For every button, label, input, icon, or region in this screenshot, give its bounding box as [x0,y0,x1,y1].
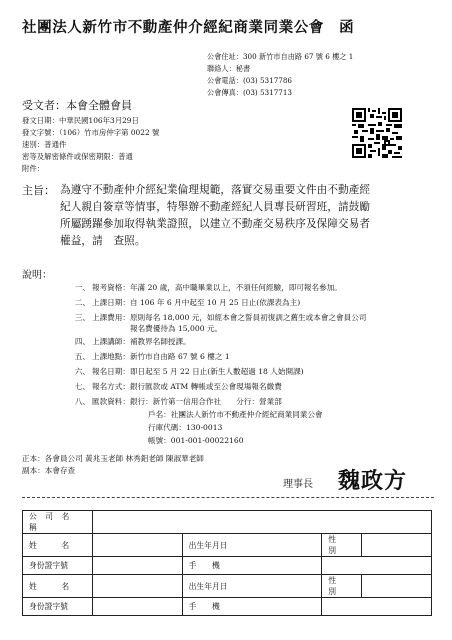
subject-line: 所屬踴躍參加取得執業證照，以建立不動產交易秩序及保障交易者 [60,218,371,230]
company-name-field[interactable] [92,511,431,534]
item-text: 上課日期：自 106 年 6 月中起至 10 月 25 日止(依課表為主) [92,298,301,307]
item-text: 匯款資料：銀行：新竹第一信用合作社 分行：營業部 [92,397,282,406]
birth-date-label: 出生年月日 [182,534,322,557]
association-address: 公會住址：300 新竹市自由路 67 號 6 樓之 1 [207,52,354,61]
item-number: 五、 [74,352,90,361]
table-row [23,511,432,534]
distribution-main: 正本：各會員公司 黃兆玉老師 林秀鋁老師 陳淑華老師 [22,454,204,463]
item-number: 六、 [74,367,90,376]
association-phone: 公會電話：(03) 5317786 [207,76,292,85]
item-text: 上課地點：新竹市自由路 67 號 6 樓之 1 [92,352,230,361]
item-text: 上課講師：補教界名師授課。 [92,337,191,346]
mobile-field[interactable] [322,598,432,616]
id-number-label: 身份證字號 [23,557,93,575]
distribution-copy: 副本：本會存查 [22,466,76,475]
company-name-label: 公 司 名 稱 [23,511,93,534]
mobile-label: 手 機 [182,598,322,616]
item-number: 一、 [74,283,90,292]
item-text: 報考資格：年滿 20 歲，高中職畢業以上，不須任何經驗，即可報名參加。 [92,283,342,292]
item-number: 八、 [74,397,90,406]
table-row [23,575,432,598]
name-field[interactable] [92,575,182,598]
item-number: 三、 [74,313,90,322]
mobile-field[interactable] [322,557,432,575]
name-label: 姓 名 [23,575,93,598]
id-number-field[interactable] [92,598,182,616]
association-fax: 公會傳真：(03) 5317713 [207,88,292,97]
subject-line: 權益，請 查照。 [60,235,146,247]
speed-class: 速別：普通件 [22,140,67,149]
item-text: 報名日期：即日起至 5 月 22 日止(新生人數超過 18 人始開課) [92,367,304,376]
gender-label: 性 別 [322,575,362,598]
contact-person: 聯絡人：秘書 [207,64,251,73]
gender-field[interactable] [362,575,432,598]
name-field[interactable] [92,534,182,557]
subject-label: 主旨： [22,184,55,197]
chairman-title: 理事長 [283,479,313,490]
item-number: 四、 [74,337,90,346]
registration-form [22,510,432,616]
qr-code-icon [352,108,402,158]
description-label: 說明： [22,270,52,281]
document-title: 社團法人新竹市不動產仲介經紀商業同業公會 函 [22,19,355,36]
recipient: 受文者：本會全體會員 [22,99,132,112]
gender-field[interactable] [362,534,432,557]
item-text: 戶名：社團法人新竹市不動產仲介經紀商業同業公會 [148,410,323,419]
item-text: 帳號：001-001-00022160 [148,436,244,445]
id-number-label: 身份證字號 [23,598,93,616]
issue-date: 發文日期：中華民國106年3月29日 [22,116,139,125]
table-row [23,557,432,575]
gender-label: 性 別 [322,534,362,557]
chairman-signature: 魏政方 [338,468,408,494]
item-text: 報名費優待為 15,000 元。 [130,324,223,333]
table-row [23,534,432,557]
attachment: 附件： [22,164,45,173]
cut-line [22,497,434,498]
id-number-field[interactable] [92,557,182,575]
issue-number: 發文字號：（106）竹市房仲字第 0022 號 [22,128,160,137]
mobile-label: 手 機 [182,557,322,575]
item-text: 上課費用：原則每名 18,000 元，如經本會之誓員初復訓之舊生或本會之會員公司 [92,313,367,322]
name-label: 姓 名 [23,534,93,557]
subject-line: 紀人親自簽章等情事，特舉辦不動產經紀人員專長研習班，請鼓勵 [60,201,371,213]
subject-line: 為遵守不動產仲介經紀業倫理規範，落實交易重要文件由不動產經 [60,184,371,196]
item-text: 行庫代碼：130-0013 [148,423,223,432]
secrecy-level: 密等及解密條件或保密期限：普通 [22,152,133,161]
item-text: 報名方式：銀行匯款或 ATM 轉帳或至公會現場報名繳費 [92,382,282,391]
birth-date-label: 出生年月日 [182,575,322,598]
table-row [23,598,432,616]
item-number: 七、 [74,382,90,391]
item-number: 二、 [74,298,90,307]
